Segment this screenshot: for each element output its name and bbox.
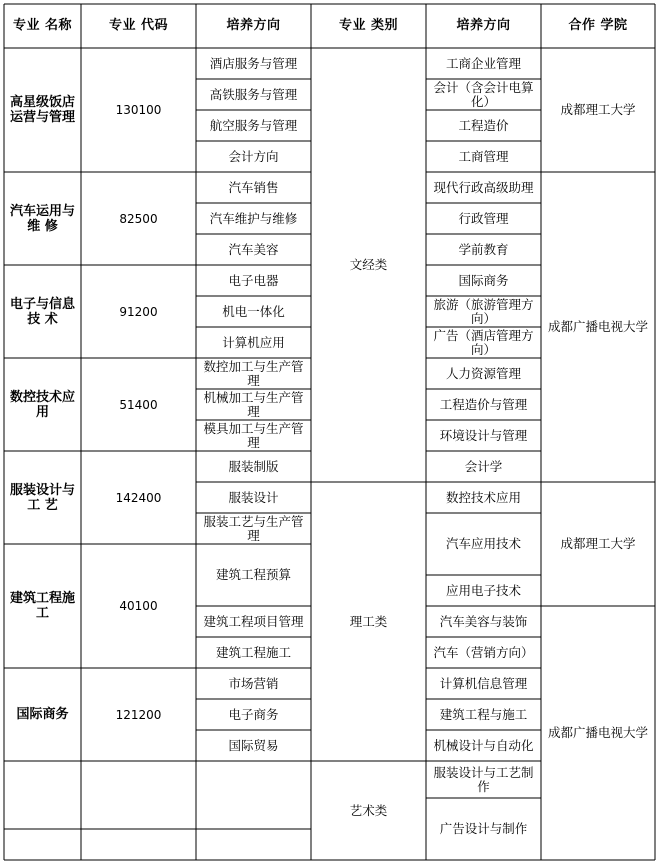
major-code: 91200 xyxy=(119,304,158,319)
major-name: 数控技术应 用 xyxy=(9,389,75,420)
partner-school: 成都理工大学 xyxy=(560,536,636,551)
major-code: 51400 xyxy=(119,397,158,412)
training-direction: 学前教育 xyxy=(458,241,509,257)
major-direction: 服装工艺与生产管理 xyxy=(203,513,304,543)
major-direction: 模具加工与生产管理 xyxy=(203,420,304,450)
partner-school: 成都理工大学 xyxy=(560,102,636,117)
major-code: 121200 xyxy=(115,707,162,722)
major-direction: 机械加工与生产管理 xyxy=(203,389,304,419)
major-code: 40100 xyxy=(119,599,158,613)
major-direction: 汽车销售 xyxy=(228,179,279,195)
training-direction: 旅游（旅游管理方向） xyxy=(433,296,534,326)
major-direction: 建筑工程项目管理 xyxy=(203,613,304,629)
training-direction: 广告设计与制作 xyxy=(439,821,528,836)
training-direction: 机械设计与自动化 xyxy=(433,737,534,753)
major-direction: 服装制版 xyxy=(228,458,279,474)
training-direction: 服装设计与工艺制作 xyxy=(433,764,534,794)
training-direction: 会计（含会计电算化） xyxy=(433,79,534,109)
header-direction-right: 培养方向 xyxy=(456,18,511,33)
major-category: 理工类 xyxy=(349,613,388,629)
training-direction: 行政管理 xyxy=(458,210,509,226)
training-direction: 数控技术应用 xyxy=(445,489,521,505)
training-direction: 工程造价 xyxy=(458,117,509,133)
major-name: 汽车运用与 维 修 xyxy=(9,203,75,234)
major-name: 高星级饭店运营与管理 xyxy=(9,95,75,125)
major-direction: 航空服务与管理 xyxy=(209,117,298,133)
major-direction: 酒店服务与管理 xyxy=(209,55,298,71)
major-direction: 建筑工程预算 xyxy=(215,567,291,582)
major-code: 82500 xyxy=(119,211,158,226)
major-direction: 计算机应用 xyxy=(222,334,285,350)
major-name: 服装设计与 工 艺 xyxy=(9,482,75,513)
major-direction: 机电一体化 xyxy=(222,303,285,319)
major-name: 国际商务 xyxy=(16,707,69,722)
major-category: 艺术类 xyxy=(349,802,388,818)
major-direction: 电子商务 xyxy=(228,706,279,722)
major-direction: 汽车美容 xyxy=(228,241,279,257)
major-direction: 电子电器 xyxy=(228,272,279,288)
training-direction: 汽车美容与装饰 xyxy=(439,613,528,629)
training-direction: 工程造价与管理 xyxy=(439,396,528,412)
major-direction: 国际贸易 xyxy=(228,737,279,753)
major-direction: 数控加工与生产管理 xyxy=(203,358,304,388)
major-direction: 市场营销 xyxy=(228,675,279,691)
header-direction-left: 培养方向 xyxy=(226,18,281,33)
training-direction: 建筑工程与施工 xyxy=(439,706,528,722)
training-direction: 工商企业管理 xyxy=(445,55,521,71)
header-partner-school: 合作 学院 xyxy=(568,18,628,33)
major-direction: 服装设计 xyxy=(228,489,279,505)
header-major-code: 专业 代码 xyxy=(108,18,169,33)
major-code: 130100 xyxy=(115,103,162,117)
training-direction: 汽车（营销方向） xyxy=(433,644,534,660)
training-direction: 工商管理 xyxy=(458,148,509,164)
training-direction: 会计学 xyxy=(464,458,503,474)
header-major-name: 专业 名称 xyxy=(12,18,73,33)
partner-school: 成都广播电视大学 xyxy=(547,725,648,740)
training-direction: 计算机信息管理 xyxy=(439,675,528,691)
training-direction: 现代行政高级助理 xyxy=(433,179,534,195)
major-code: 142400 xyxy=(115,490,162,505)
major-direction: 汽车维护与维修 xyxy=(209,210,298,226)
training-direction: 应用电子技术 xyxy=(445,582,521,598)
training-direction: 国际商务 xyxy=(458,272,509,288)
training-direction: 环境设计与管理 xyxy=(439,427,528,443)
major-direction: 建筑工程施工 xyxy=(215,644,291,660)
major-direction: 会计方向 xyxy=(228,148,279,164)
training-direction: 人力资源管理 xyxy=(445,365,521,381)
major-category: 文经类 xyxy=(349,257,388,272)
header-major-category: 专业 类别 xyxy=(338,18,399,33)
major-name: 电子与信息 技 术 xyxy=(9,296,75,327)
partner-school: 成都广播电视大学 xyxy=(547,319,648,334)
major-direction: 高铁服务与管理 xyxy=(209,86,298,102)
training-direction: 广告（酒店管理方向） xyxy=(433,327,534,357)
major-name: 建筑工程施 工 xyxy=(9,591,75,621)
training-direction: 汽车应用技术 xyxy=(445,536,521,551)
